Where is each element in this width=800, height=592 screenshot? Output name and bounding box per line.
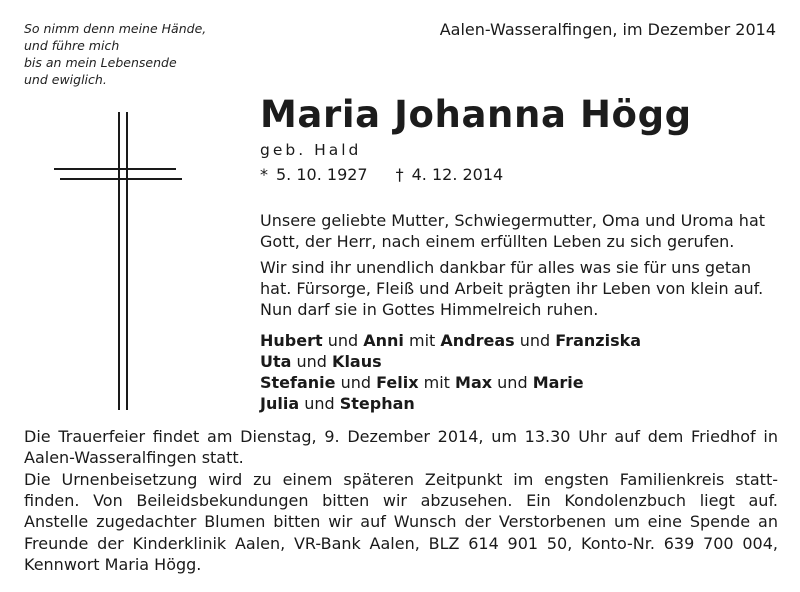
message-paragraph-2	[260, 257, 780, 320]
family-name: Julia	[260, 394, 300, 413]
connector: mit	[403, 331, 441, 350]
text-line: hat. Fürsorge, Fleiß und Arbeit prägten ihr Leben von klein auf.	[260, 279, 764, 298]
family-name: Klaus	[332, 352, 382, 371]
connector: mit	[418, 373, 456, 392]
family-name: Felix	[376, 373, 419, 392]
family-name: Franziska	[555, 331, 642, 350]
text-line: Die Urnenbeisetzung wird zu einem späteren Zeitpunkt im engsten Familienkreis statt-	[24, 470, 778, 489]
urn-info	[24, 469, 778, 575]
family-row	[260, 372, 641, 393]
text-line: Aalen-Wasseralfingen statt.	[24, 448, 244, 468]
connector: und	[514, 331, 556, 350]
cross-icon	[54, 112, 186, 412]
family-name: Hubert	[260, 331, 323, 350]
text-line: finden. Von Beileidsbekundungen bitten wir abzusehen. Ein Kondolenzbuch liegt auf.	[24, 491, 778, 511]
text-line: Anstelle zugedachter Blumen bitten wir auf Wunsch der Verstorbenen um eine Spende an	[24, 512, 778, 532]
text-line: Wir sind ihr unendlich dankbar für alles was sie für uns getan	[260, 258, 752, 277]
family-name: Uta	[260, 352, 292, 371]
connector: und	[291, 352, 333, 371]
birth-date: 5. 10. 1927	[276, 165, 368, 184]
life-dates	[260, 164, 503, 186]
family-list	[260, 330, 641, 414]
family-row	[260, 351, 641, 372]
poem-line: und ewiglich.	[24, 72, 107, 87]
family-name: Andreas	[440, 331, 515, 350]
family-name: Marie	[532, 373, 584, 392]
text-line: Unsere geliebte Mutter, Schwiegermutter, Oma und Uroma hat	[260, 211, 766, 230]
text-line: Nun darf sie in Gottes Himmelreich ruhen.	[260, 300, 599, 319]
text-line: Gott, der Herr, nach einem erfüllten Leben zu sich gerufen.	[260, 232, 735, 251]
birth-symbol: *	[260, 165, 268, 184]
family-name: Stephan	[339, 394, 415, 413]
connector: und	[299, 394, 340, 413]
family-row	[260, 393, 641, 414]
text-line: Kennwort Maria Högg.	[24, 554, 202, 574]
connector: und	[322, 331, 364, 350]
poem-line: So nimm denn meine Hände,	[24, 21, 207, 36]
funeral-info	[24, 426, 778, 468]
poem-line: und führe mich	[24, 38, 120, 53]
death-symbol: †	[395, 165, 404, 184]
family-name: Max	[455, 373, 493, 392]
family-name: Anni	[363, 331, 404, 350]
death-date: 4. 12. 2014	[411, 165, 504, 184]
place-date: Aalen-Wasseralfingen, im Dezember 2014	[439, 20, 776, 39]
poem	[24, 20, 264, 88]
connector: und	[492, 373, 533, 392]
family-name: Stefanie	[260, 373, 336, 392]
family-row	[260, 330, 641, 351]
poem-line: bis an mein Lebensende	[24, 55, 177, 70]
connector: und	[335, 373, 377, 392]
text-line: Freunde der Kinderklinik Aalen, VR-Bank Aalen, BLZ 614 901 50, Konto-Nr. 639 700 004,	[24, 533, 778, 553]
maiden-name: geb. Hald	[260, 141, 362, 159]
text-line: Die Trauerfeier findet am Dienstag, 9. Dezember 2014, um 13.30 Uhr auf dem Friedhof in	[24, 427, 778, 446]
message-paragraph-1	[260, 210, 780, 252]
deceased-name: Maria Johanna Högg	[260, 93, 692, 136]
